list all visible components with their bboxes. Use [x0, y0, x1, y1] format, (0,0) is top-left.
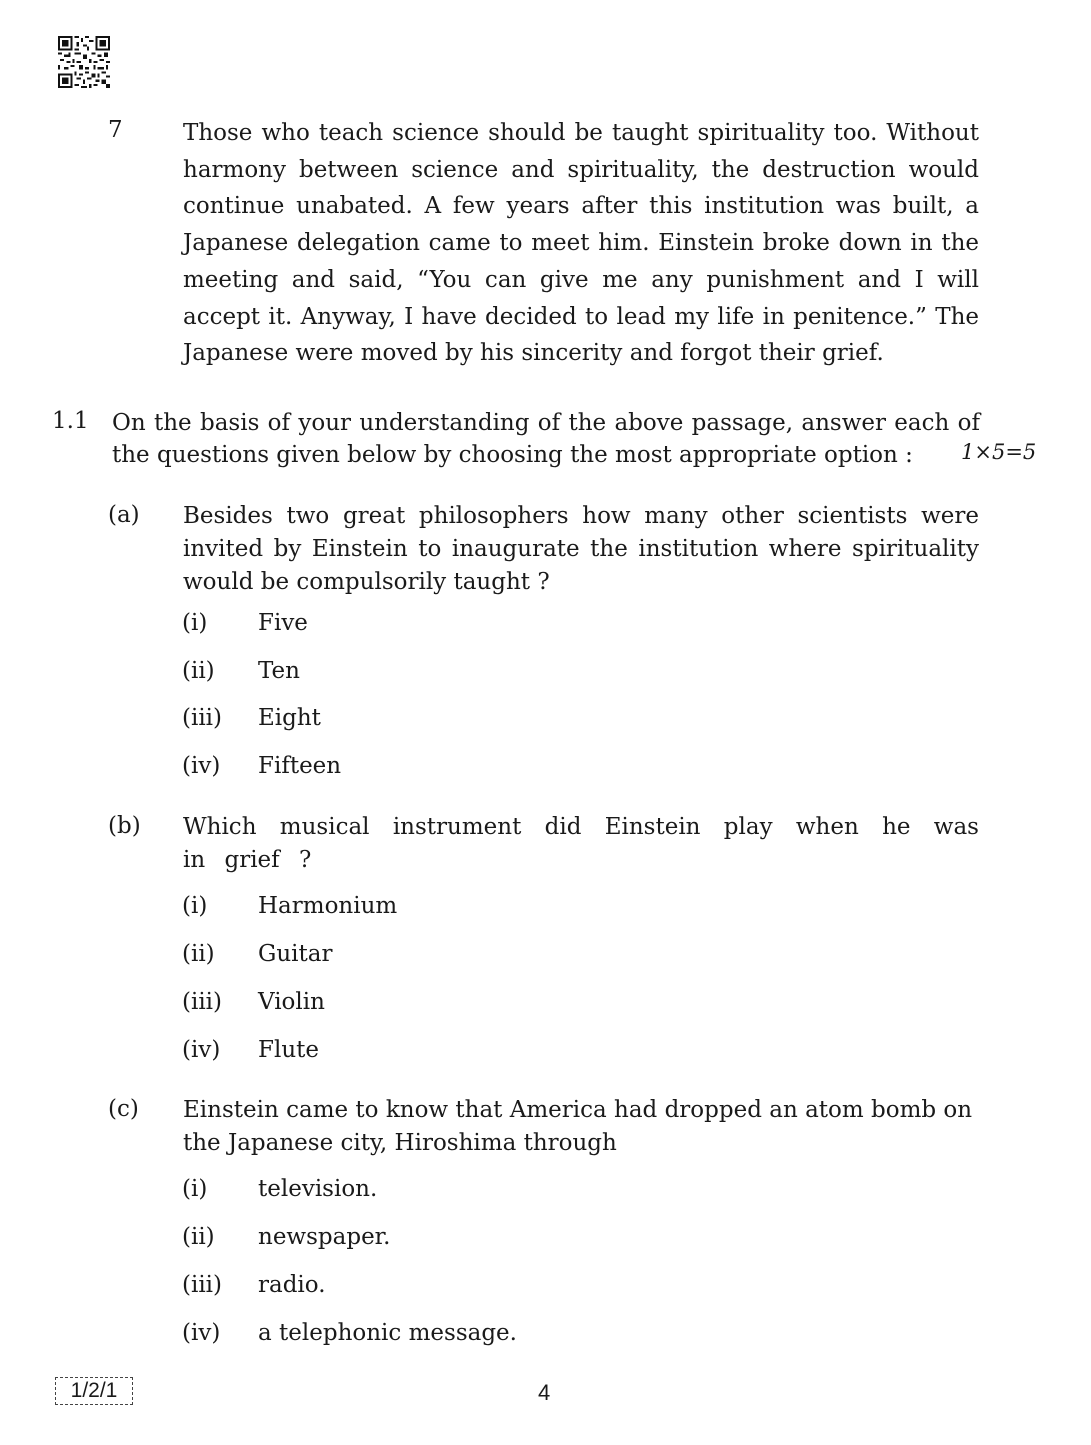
question-text: On the basis of your understanding of the above passage, answer each of the questions given below by choosing the most appropriate option : [112, 410, 980, 468]
subquestion-text: Which musical instrument did Einstein play when he was in grief ? [183, 814, 979, 873]
option-text: a telephonic message. [258, 1320, 517, 1346]
subquestion-label: (b) [108, 813, 141, 839]
subquestion-label: (c) [108, 1096, 139, 1122]
question-number: 1.1 [52, 408, 89, 434]
option-number: (iii) [182, 705, 223, 731]
passage-text: Those who teach science should be taught spirituality too. Without harmony between science and spirituality, the destruction would continue unabated. A few years after this institution was built, a Japanese delegation came to meet him. Einstein broke down in the meeting and said, “You can give me any punishment and I will accept it. Anyway, I have decided to lead my life in penitence.” The Japanese were moved by his sincerity and forgot their grief. [183, 120, 979, 367]
option-number: (i) [182, 893, 208, 919]
option-text: radio. [258, 1272, 326, 1298]
option-number: (iv) [182, 1320, 221, 1346]
option-number: (iii) [182, 989, 223, 1015]
page-number: 4 [538, 1380, 551, 1405]
passage-number: 7 [108, 117, 123, 143]
option-number: (ii) [182, 1224, 215, 1250]
question-marks: 1×5=5 [961, 440, 1037, 464]
option-text: Ten [258, 658, 300, 684]
option-number: (iii) [182, 1272, 223, 1298]
option-text: Eight [258, 705, 321, 731]
option-text: Harmonium [258, 893, 398, 919]
option-text: Violin [258, 989, 325, 1015]
qr-code-icon [58, 36, 110, 88]
subquestion-text: Einstein came to know that America had dropped an atom bomb on the Japanese city, Hiroshima through [183, 1097, 973, 1156]
subquestion-label: (a) [108, 502, 140, 528]
option-text: Flute [258, 1037, 319, 1063]
option-text: Guitar [258, 941, 333, 967]
option-number: (ii) [182, 658, 215, 684]
paper-code: 1/2/1 [55, 1377, 133, 1405]
subquestion-text: Besides two great philosophers how many other scientists were invited by Einstein to inaugurate the institution where spirituality would be compulsorily taught ? [183, 503, 979, 595]
option-text: television. [258, 1176, 378, 1202]
option-text: Fifteen [258, 753, 342, 779]
option-number: (iv) [182, 753, 221, 779]
option-number: (i) [182, 610, 208, 636]
option-text: Five [258, 610, 308, 636]
option-number: (ii) [182, 941, 215, 967]
option-number: (iv) [182, 1037, 221, 1063]
option-text: newspaper. [258, 1224, 391, 1250]
option-number: (i) [182, 1176, 208, 1202]
